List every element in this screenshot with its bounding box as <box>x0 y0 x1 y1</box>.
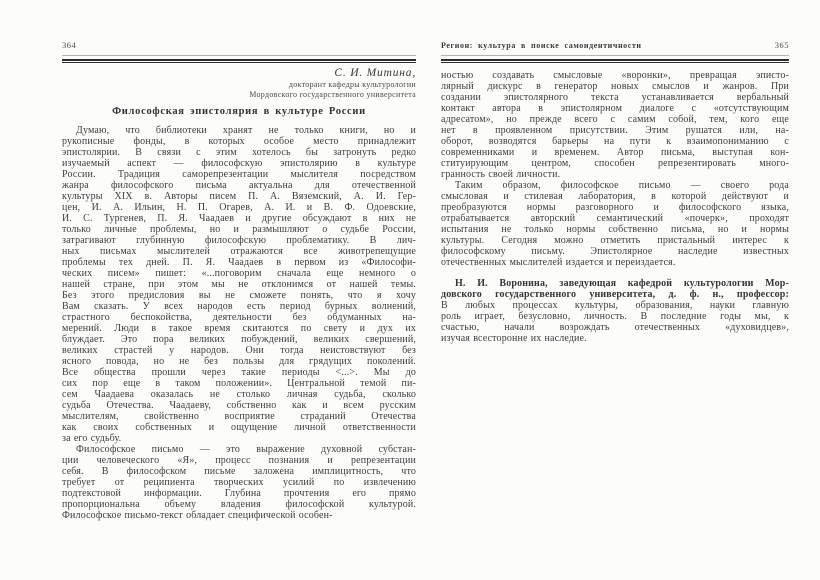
text-line: затрагивают глубинную философскую проблематику. В лич- <box>62 235 416 246</box>
text-line: адресатом», но прежде всего с самим собой, тем, кого еще <box>441 114 789 125</box>
text-line: блуждает. Это пора великих побуждений, великих свершений, <box>62 334 416 345</box>
text-line: счастью, начали возрождать отечественных «духовидцев», <box>441 322 789 333</box>
header-rule-thin <box>62 62 416 63</box>
text-line: Вам сказать. У всех народов есть период бурных волнений, <box>62 301 416 312</box>
text-line: создании эпистолярного текста устанавливается вербальный <box>441 92 789 103</box>
paragraph <box>441 180 789 268</box>
text-line: пропорциональна объему владения философской культурой. <box>62 499 416 510</box>
text-line: проблемы тех дней. П. Я. Чаадаев в первом из «Философи- <box>62 257 416 268</box>
text-line: сих пор еще в таком положении». Центральной темой пи- <box>62 378 416 389</box>
text-line: только личные проблемы, но и размышляют о судьбе России, <box>62 224 416 235</box>
text-line: ных письмах мыслителей отражаются все животрепещущие <box>62 246 416 257</box>
text-line: Философское письмо — это выражение духовной субстан- <box>76 444 416 455</box>
text-line: Без этого предисловия вы не сможете понять, что я хочу <box>62 290 416 301</box>
author-affiliation-line: Мордовского государственного университета <box>249 89 416 99</box>
text-line: ции человеческого «Я», процесс познания и репрезентации <box>62 455 416 466</box>
page-right-body <box>441 70 789 344</box>
text-line: испытания не только нормы собственно письма, но и нормы <box>441 224 789 235</box>
page-right <box>441 40 789 344</box>
text-line: требует от реципиента творческих усилий по извлечению <box>62 477 416 488</box>
page-right-header <box>441 40 789 53</box>
header-rule-thick <box>441 59 789 61</box>
text-line: России. Традиция саморепрезентации мыслителя посредством <box>62 169 416 180</box>
text-line: роль играет, безусловно, личность. В последние годы мы, к <box>441 311 789 322</box>
header-rule-thin <box>441 62 789 63</box>
text-line: нашей стране, при этом мы не отклонимся от нашей темы. <box>62 279 416 290</box>
text-line: философскому письму. Эпистолярное наследие известных <box>441 246 789 257</box>
text-line: ституирующим центром, способен репрезентировать много- <box>441 158 789 169</box>
text-line: мыслителям, свойственно восприятие страданий Отечества <box>62 411 416 422</box>
text-line: изучая всесторонне их наследие. <box>441 333 587 344</box>
text-line: преобразуются нормы разговорного и философского языка, <box>441 202 789 213</box>
page-number-left: 364 <box>62 40 77 50</box>
text-line: за его судьбу. <box>62 433 122 444</box>
text-line: оборот, возводятся барьеры на пути к взаимопониманию с <box>441 136 789 147</box>
text-line: культуры. Сегодня можно отметить пристальный интерес к <box>441 235 789 246</box>
page-left-body <box>62 125 416 521</box>
paragraph <box>62 444 416 521</box>
text-line: мерений. Люди в такое время скитаются по свету и дух их <box>62 323 416 334</box>
text-line: Все общества прошли через такие периоды <...>. Мы до <box>62 367 416 378</box>
text-line: отрабатывается авторский семантический «почерк», проходят <box>441 213 789 224</box>
text-line: как своих собственных и ощущение личной ответственности <box>62 422 416 433</box>
text-line: изучаемый аспект — философскую эпистолярию в культуре <box>62 158 416 169</box>
article-title: Философская эпистолярия в культуре России <box>112 106 366 117</box>
paragraph-speaker-bold <box>441 278 789 300</box>
author-block <box>62 67 416 99</box>
text-line: судьба Отечества. Чаадаеву, собственно как и всем русским <box>62 400 416 411</box>
header-rule-hairline <box>62 55 416 56</box>
text-line: смысловая и стилевая лаборатория, в которой действуют и <box>441 191 789 202</box>
text-line: Таким образом, философское письмо — своего рода <box>455 180 789 191</box>
text-line: лярный дискурс в генератор новых смыслов и жанров. При <box>441 81 789 92</box>
author-affiliation-line: докторант кафедры культурологии <box>288 80 416 89</box>
text-line: Философское письмо-текст обладает специфической особен- <box>62 510 333 521</box>
text-line: культуры XIX в. Авторы писем П. А. Вяземский, А. И. Гер- <box>62 191 416 202</box>
text-line: Думаю, что библиотеки хранят не только книги, но и <box>76 125 416 136</box>
text-line: рукописные фонды, в которых особое место принадлежит <box>62 136 416 147</box>
text-line: цен, И. А. Ильин, Н. П. Огарев, А. И. и В. Ф. Одоевские, <box>62 202 416 213</box>
author-name: С. И. Митина, <box>334 67 416 79</box>
text-line: себя. В философском письме заложена имплицитность, что <box>62 466 416 477</box>
text-line: ясного повода, но не без пользы для грядущих поколений. <box>62 356 416 367</box>
text-line: сем Чаадаева оказалась не столько личная судьба, сколько <box>62 389 416 400</box>
text-line: подтекстовой информации. Глубина прочтения его прямо <box>62 488 416 499</box>
page-number-right: 365 <box>774 40 789 50</box>
text-line: В любых процессах культуры, образования, науки главную <box>441 300 789 311</box>
text-line: современниками и временем. Автор письма, выступая кон- <box>441 147 789 158</box>
text-line: страстного беспокойства, деятельности без обдуманных на- <box>62 312 416 323</box>
text-line: контакт автора в эпистолярном диалоге с «отсутствующим <box>441 103 789 114</box>
text-line: довского государственного университета, д. ф. н., профессор: <box>441 289 789 300</box>
paragraph <box>441 300 789 344</box>
text-line: ческих писем» пишет: «...поговорим сначала еще немного о <box>62 268 416 279</box>
text-line: И. С. Тургенев, П. Я. Чаадаев и другие обсуждают в них не <box>62 213 416 224</box>
text-line: отечественных мыслителей издается и переиздается. <box>441 257 676 268</box>
page-left-header <box>62 40 416 53</box>
text-line: великих страстей у народов. Они тогда неистовствуют без <box>62 345 416 356</box>
text-line: гранность своей личности. <box>441 169 561 180</box>
header-rule-thick <box>62 59 416 61</box>
text-line: жанра философского письма актуальна для отечественной <box>62 180 416 191</box>
text-line: нет в проявленном присутствии. Этим рушатся или, на- <box>441 125 789 136</box>
text-line: эпистолярии. В связи с этим хотелось бы затронуть редко <box>62 147 416 158</box>
paragraph <box>441 70 789 180</box>
paragraph <box>62 125 416 444</box>
text-line: ностью создавать смысловые «воронки», превращая эписто- <box>441 70 789 81</box>
running-head: Регион: культура в поиске самоидентичности <box>441 41 642 50</box>
page-left <box>62 40 416 521</box>
header-rule-hairline <box>441 55 789 56</box>
text-line: Н. И. Воронина, заведующая кафедрой культурологии Мор- <box>455 278 789 289</box>
